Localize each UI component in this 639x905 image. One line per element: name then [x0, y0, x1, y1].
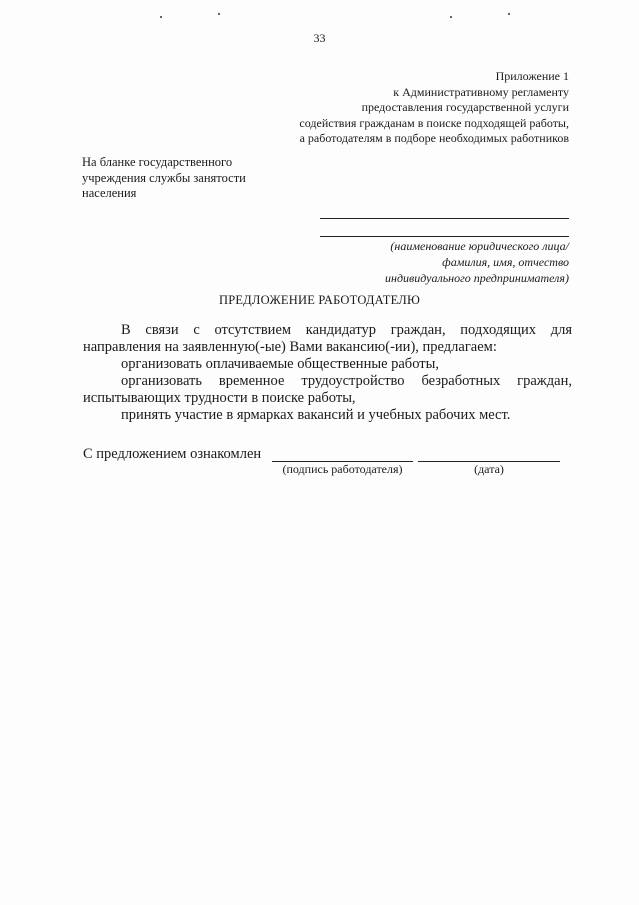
intro-line: В связи с отсутствием кандидатур граждан, подходящих для: [121, 322, 572, 338]
addressee-caption: [385, 238, 569, 286]
document-title: ПРЕДЛОЖЕНИЕ РАБОТОДАТЕЛЮ: [218, 293, 421, 307]
addressee-blank-line: [320, 236, 569, 237]
appendix-line: содействия гражданам в поиске подходящей работы,: [299, 115, 569, 130]
acknowledgement-label: С предложением ознакомлен: [83, 446, 262, 462]
offer-item: принять участие в ярмарках вакансий и учебных рабочих мест.: [121, 407, 511, 423]
page-number: 33: [313, 31, 326, 45]
appendix-header: [299, 69, 569, 147]
date-caption: (дата): [474, 462, 504, 476]
addressee-caption-line: фамилия, имя, отчество: [442, 255, 569, 269]
appendix-line: Приложение 1: [495, 69, 569, 83]
letterhead-line: учреждения службы занятости: [82, 170, 246, 185]
letterhead-note: [82, 155, 246, 202]
offer-item: организовать временное трудоустройство безработных граждан,: [121, 373, 572, 389]
document-body: [83, 322, 572, 424]
offer-item-continuation: испытывающих трудности в поиске работы,: [83, 390, 356, 406]
offer-item: организовать оплачиваемые общественные работы,: [121, 356, 439, 372]
letterhead-line: На бланке государственного: [82, 155, 233, 169]
appendix-line: предоставления государственной услуги: [361, 100, 569, 114]
scan-speck: [218, 13, 220, 15]
addressee-caption-line: (наименование юридического лица/: [390, 239, 569, 253]
scan-speck: [450, 16, 452, 18]
scan-artifacts: [0, 10, 639, 18]
appendix-line: к Административному регламенту: [393, 84, 569, 99]
letterhead-line: населения: [82, 186, 137, 200]
appendix-line: а работодателям в подборе необходимых работников: [299, 131, 569, 145]
scan-speck: [160, 16, 162, 18]
addressee-caption-line: индивидуального предпринимателя): [384, 271, 569, 285]
addressee-blank-line: [320, 218, 569, 219]
signature-caption: (подпись работодателя): [282, 462, 403, 476]
scan-speck: [508, 13, 510, 15]
intro-line: направления на заявленную(-ые) Вами вакансию(-ии), предлагаем:: [83, 339, 497, 355]
